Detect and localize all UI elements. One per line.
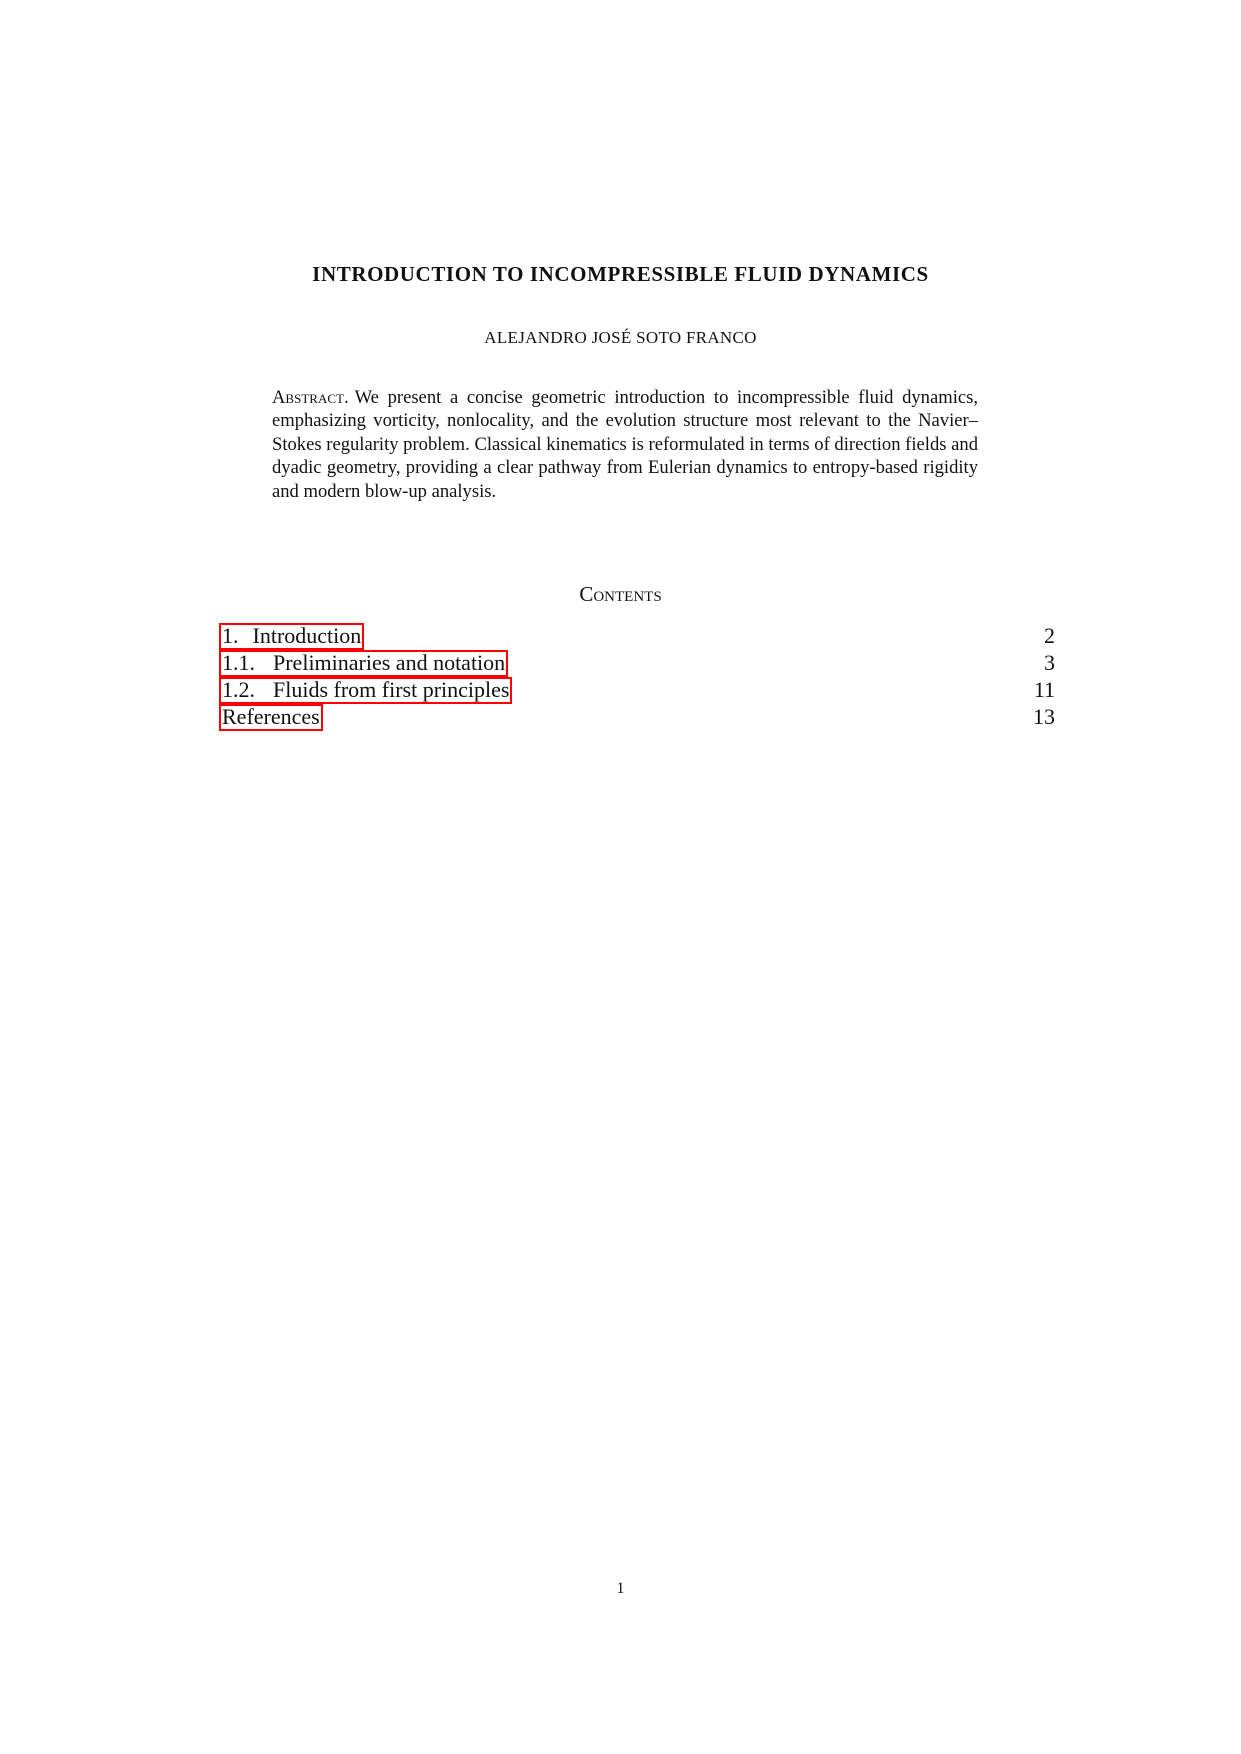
abstract <box>272 386 978 503</box>
toc-page: 2 <box>1044 623 1055 648</box>
toc-page: 3 <box>1044 650 1055 675</box>
toc-entry <box>219 677 1055 704</box>
abstract-label: Abstract. <box>272 387 349 408</box>
toc-entry <box>219 650 1055 677</box>
toc-page: 11 <box>1033 677 1055 702</box>
section-title: Preliminaries and notation <box>273 650 506 675</box>
toc-link-fluids[interactable] <box>219 677 512 704</box>
contents-heading: Contents <box>579 582 662 606</box>
author: ALEJANDRO JOSÉ SOTO FRANCO <box>484 328 757 347</box>
toc-page: 13 <box>1033 704 1055 729</box>
toc-link-references[interactable] <box>219 704 323 731</box>
toc-entry <box>219 704 1055 731</box>
table-of-contents <box>219 623 1055 731</box>
toc-link-introduction[interactable] <box>219 623 364 650</box>
paper-title: INTRODUCTION TO INCOMPRESSIBLE FLUID DYNAMICS <box>312 262 929 286</box>
toc-entry <box>219 623 1055 650</box>
toc-link-preliminaries[interactable] <box>219 650 508 677</box>
section-title: Fluids from first principles <box>273 677 510 702</box>
page-number: 1 <box>616 1580 625 1597</box>
section-title: References <box>222 704 320 729</box>
section-title: Introduction <box>252 623 362 648</box>
section-number: 1. <box>222 623 239 648</box>
abstract-text: We present a concise geometric introduction to incompressible fluid dynamics, emphasizing vorticity, nonlocality, and the evolution structure most relevant to the Navier–Stokes regularity problem. Classical kinematics is reformulated in terms of direction fields and dyadic geometry, providing a clear pathway from Eulerian dynamics to entropy-based rigidity and modern blow-up analysis. <box>272 387 978 502</box>
section-number: 1.2. <box>222 677 255 702</box>
section-number: 1.1. <box>222 650 255 675</box>
